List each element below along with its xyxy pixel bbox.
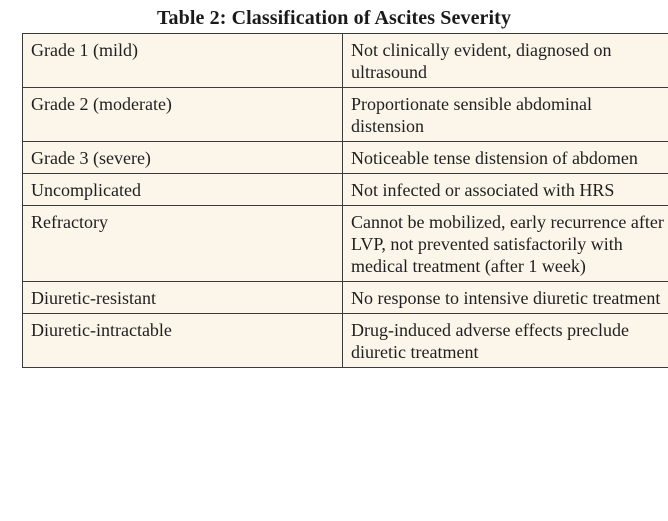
description-cell: Not clinically evident, diagnosed on ultrasound (343, 34, 668, 88)
description-cell: Noticeable tense distension of abdomen (343, 142, 668, 174)
category-cell: Diuretic-intractable (23, 314, 343, 368)
description-cell: Proportionate sensible abdominal distension (343, 88, 668, 142)
category-cell: Grade 3 (severe) (23, 142, 343, 174)
table-row (23, 282, 668, 314)
severity-table (22, 33, 668, 368)
category-cell: Grade 2 (moderate) (23, 88, 343, 142)
category-cell: Diuretic-resistant (23, 282, 343, 314)
description-cell: Not infected or associated with HRS (343, 174, 668, 206)
table-row (23, 174, 668, 206)
table-row (23, 206, 668, 282)
table-row (23, 88, 668, 142)
category-cell: Uncomplicated (23, 174, 343, 206)
description-cell: No response to intensive diuretic treatment (343, 282, 668, 314)
table-row (23, 314, 668, 368)
table-title: Table 2: Classification of Ascites Severity (156, 7, 512, 29)
description-cell: Drug-induced adverse effects preclude diuretic treatment (343, 314, 668, 368)
description-cell: Cannot be mobilized, early recurrence after LVP, not prevented satisfactorily with medical treatment (after 1 week) (343, 206, 668, 282)
category-cell: Grade 1 (mild) (23, 34, 343, 88)
table-row (23, 34, 668, 88)
category-cell: Refractory (23, 206, 343, 282)
table-row (23, 142, 668, 174)
